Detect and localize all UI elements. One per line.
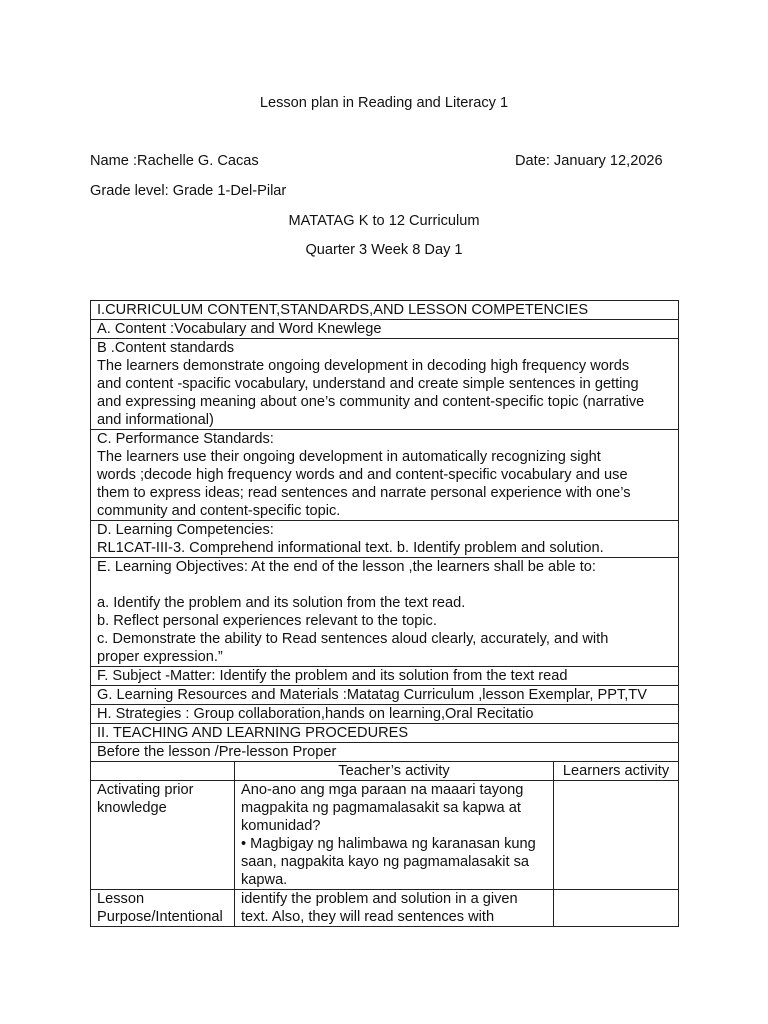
text-line: and expressing meaning about one’s community and content-specific topic (narrative <box>97 394 645 410</box>
lesson-purpose-teacher <box>235 890 554 927</box>
objective-item: c. Demonstrate the ability to Read sentences aloud clearly, accurately, and with <box>97 631 609 647</box>
teacher-name: Name :Rachelle G. Cacas <box>90 153 259 169</box>
grade-level: Grade level: Grade 1-Del-Pilar <box>90 183 287 199</box>
text-line: kapwa. <box>241 872 288 888</box>
objective-item: a. Identify the problem and its solution from the text read. <box>97 595 466 611</box>
learning-competencies-heading: D. Learning Competencies: <box>97 522 274 538</box>
section-curriculum-heading: I.CURRICULUM CONTENT,STANDARDS,AND LESSON COMPETENCIES <box>91 301 679 320</box>
learning-objectives-heading: E. Learning Objectives: At the end of the lesson ,the learners shall be able to: <box>97 559 596 575</box>
lesson-purpose-learners <box>554 890 679 927</box>
subject-matter-row: F. Subject -Matter: Identify the problem and its solution from the text read <box>91 667 679 686</box>
blank-line <box>97 576 672 594</box>
table-row <box>91 705 679 724</box>
table-row <box>91 724 679 743</box>
teacher-activity-header: Teacher’s activity <box>235 762 554 781</box>
text-line: • Magbigay ng halimbawa ng karanasan kung <box>241 836 536 852</box>
curriculum-name: MATATAG K to 12 Curriculum <box>288 213 480 229</box>
text-line: them to express ideas; read sentences and narrate personal experience with one’s <box>97 485 631 501</box>
table-row <box>91 743 679 762</box>
lesson-purpose-label <box>91 890 235 927</box>
table-row <box>91 339 679 430</box>
learning-competencies-cell <box>91 521 679 558</box>
table-row <box>91 430 679 521</box>
text-line: Ano-ano ang mga paraan na maaari tayong <box>241 782 524 798</box>
text-line: community and content-specific topic. <box>97 503 341 519</box>
activating-prior-knowledge-label <box>91 781 235 890</box>
text-line: saan, nagpakita kayo ng pagmamalasakit sa <box>241 854 529 870</box>
text-line: knowledge <box>97 800 167 816</box>
text-line: Purpose/Intentional <box>97 909 223 925</box>
table-row <box>91 320 679 339</box>
text-line: The learners demonstrate ongoing development in decoding high frequency words <box>97 358 630 374</box>
text-line: RL1CAT-III-3. Comprehend informational text. b. Identify problem and solution. <box>97 540 604 556</box>
text-line: Lesson <box>97 891 145 907</box>
performance-standards-cell <box>91 430 679 521</box>
activating-prior-knowledge-teacher <box>235 781 554 890</box>
table-row <box>91 558 679 667</box>
text-line: The learners use their ongoing development in automatically recognizing sight <box>97 449 601 465</box>
learners-activity-header: Learners activity <box>554 762 679 781</box>
text-line: Activating prior <box>97 782 194 798</box>
empty-header-cell <box>91 762 235 781</box>
text-line: text. Also, they will read sentences with <box>241 909 495 925</box>
objective-item: proper expression.” <box>97 649 223 665</box>
table-row <box>91 686 679 705</box>
resources-row: G. Learning Resources and Materials :Matatag Curriculum ,lesson Exemplar, PPT,TV <box>91 686 679 705</box>
content-standards-cell <box>91 339 679 430</box>
content-standards-heading: B .Content standards <box>97 340 235 356</box>
table-row <box>91 762 679 781</box>
section-procedures-heading: II. TEACHING AND LEARNING PROCEDURES <box>91 724 679 743</box>
before-lesson-row: Before the lesson /Pre-lesson Proper <box>91 743 679 762</box>
table-row <box>91 890 679 927</box>
text-line: magpakita ng pagmamalasakit sa kapwa at <box>241 800 521 816</box>
activating-prior-knowledge-learners <box>554 781 679 890</box>
table-row <box>91 781 679 890</box>
table-row <box>91 301 679 320</box>
table-row <box>91 667 679 686</box>
performance-standards-heading: C. Performance Standards: <box>97 431 274 447</box>
text-line: komunidad? <box>241 818 321 834</box>
learning-objectives-cell <box>91 558 679 667</box>
quarter-week-day: Quarter 3 Week 8 Day 1 <box>305 242 463 258</box>
text-line: and informational) <box>97 412 214 428</box>
lesson-plan-table <box>90 300 679 927</box>
text-line: words ;decode high frequency words and and content-specific vocabulary and use <box>97 467 628 483</box>
content-row: A. Content :Vocabulary and Word Knewlege <box>91 320 679 339</box>
objective-item: b. Reflect personal experiences relevant to the topic. <box>97 613 437 629</box>
document-title: Lesson plan in Reading and Literacy 1 <box>259 95 509 111</box>
table-row <box>91 521 679 558</box>
strategies-row: H. Strategies : Group collaboration,hands on learning,Oral Recitatio <box>91 705 679 724</box>
lesson-date: Date: January 12,2026 <box>515 153 663 169</box>
text-line: and content -spacific vocabulary, understand and create simple sentences in getting <box>97 376 639 392</box>
text-line: identify the problem and solution in a given <box>241 891 518 907</box>
